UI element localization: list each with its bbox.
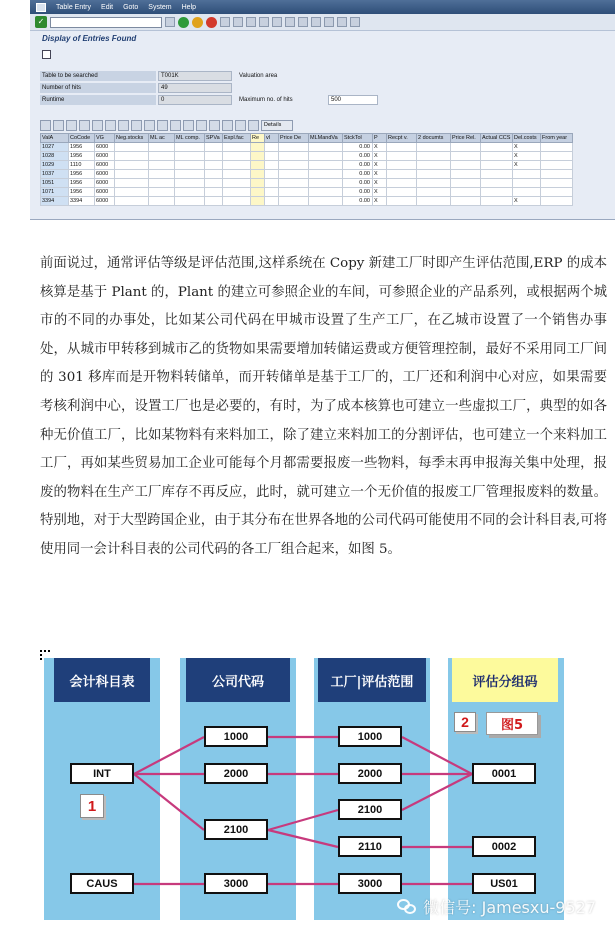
table-cell[interactable] (387, 170, 417, 179)
table-cell[interactable] (115, 170, 149, 179)
company-code-box: 3000 (204, 873, 268, 894)
table-cell[interactable] (149, 161, 175, 170)
table-cell[interactable] (205, 170, 223, 179)
table-cell[interactable] (175, 197, 205, 206)
command-field[interactable] (50, 17, 162, 28)
sort-desc-icon[interactable] (79, 120, 90, 131)
marker-2: 2 (454, 712, 476, 732)
table-cell[interactable] (205, 197, 223, 206)
table-cell[interactable]: 1027 (41, 143, 69, 152)
col-header[interactable]: MLMandVa (309, 134, 343, 143)
detail-icon[interactable] (53, 120, 64, 131)
header-plant-valuation-area: 工厂|评估范围 (318, 658, 426, 702)
table-cell[interactable] (223, 152, 251, 161)
valuation-group-box: 0001 (472, 763, 536, 784)
table-cell[interactable] (265, 179, 279, 188)
back-icon[interactable] (178, 17, 189, 28)
table-cell[interactable] (387, 179, 417, 188)
table-cell[interactable] (265, 152, 279, 161)
table-cell[interactable]: 1028 (41, 152, 69, 161)
table-cell[interactable] (541, 170, 573, 179)
table-cell[interactable]: X (373, 143, 387, 152)
col-header[interactable]: From year (541, 134, 573, 143)
table-cell[interactable] (223, 143, 251, 152)
table-row[interactable] (41, 188, 573, 197)
help-icon[interactable] (337, 17, 347, 27)
table-cell[interactable]: 0.00 (343, 170, 373, 179)
table-cell[interactable] (149, 152, 175, 161)
table-cell[interactable] (115, 188, 149, 197)
table-cell[interactable]: X (373, 152, 387, 161)
table-row[interactable] (41, 161, 573, 170)
table-cell[interactable] (265, 161, 279, 170)
wechat-watermark (397, 895, 596, 918)
table-label: Table to be searched (40, 71, 156, 81)
menu-system[interactable]: System (148, 3, 172, 11)
table-cell[interactable] (279, 197, 309, 206)
table-cell[interactable] (223, 161, 251, 170)
table-cell[interactable] (451, 197, 481, 206)
table-cell[interactable] (175, 179, 205, 188)
sum-icon[interactable] (105, 120, 116, 131)
table-cell[interactable] (481, 152, 513, 161)
param-row-runtime (40, 94, 540, 105)
table-cell[interactable] (513, 188, 541, 197)
col-header[interactable]: Actual CCS (481, 134, 513, 143)
table-cell[interactable] (279, 179, 309, 188)
table-cell[interactable] (387, 152, 417, 161)
hits-label: Number of hits (40, 83, 156, 93)
table-cell[interactable] (265, 188, 279, 197)
table-cell[interactable] (265, 143, 279, 152)
table-cell[interactable] (149, 188, 175, 197)
details-button[interactable]: Details (261, 120, 293, 131)
company-code-box: 2000 (204, 763, 268, 784)
plant-box: 3000 (338, 873, 402, 894)
table-cell[interactable] (175, 152, 205, 161)
table-cell[interactable]: 0.00 (343, 188, 373, 197)
col-header[interactable]: VG (95, 134, 115, 143)
filter-icon[interactable] (92, 120, 103, 131)
find-next-icon[interactable] (246, 17, 256, 27)
table-cell[interactable]: 1051 (41, 179, 69, 188)
last-page-icon[interactable] (298, 17, 308, 27)
table-cell[interactable] (149, 170, 175, 179)
table-cell[interactable]: 6000 (95, 170, 115, 179)
table-cell[interactable] (417, 143, 451, 152)
plant-box: 2110 (338, 836, 402, 857)
col-header[interactable]: Expl.fac (223, 134, 251, 143)
table-cell[interactable] (205, 188, 223, 197)
table-cell[interactable]: X (373, 188, 387, 197)
table-cell[interactable] (417, 170, 451, 179)
table-cell[interactable]: 1071 (41, 188, 69, 197)
save-layout-icon[interactable] (183, 120, 194, 131)
table-cell[interactable] (387, 161, 417, 170)
table-cell[interactable]: 6000 (95, 188, 115, 197)
table-cell[interactable] (175, 143, 205, 152)
runtime-label: Runtime (40, 95, 156, 105)
table-cell[interactable] (309, 161, 343, 170)
menu-goto[interactable]: Goto (123, 3, 139, 11)
max-hits-input[interactable]: 500 (328, 95, 378, 105)
table-cell[interactable] (513, 179, 541, 188)
col-header[interactable]: Re (251, 134, 265, 143)
table-cell[interactable] (279, 161, 309, 170)
header-valuation-grouping-code: 评估分组码 (452, 658, 558, 702)
table-cell[interactable] (279, 170, 309, 179)
table-cell[interactable]: 6000 (95, 152, 115, 161)
plant-box: 2000 (338, 763, 402, 784)
table-cell[interactable] (265, 197, 279, 206)
standard-toolbar (30, 14, 615, 31)
table-row[interactable] (41, 152, 573, 161)
col-header[interactable]: P (373, 134, 387, 143)
table-cell[interactable] (387, 143, 417, 152)
grid-toolbar (40, 120, 293, 132)
table-cell[interactable] (205, 161, 223, 170)
table-cell[interactable]: 1029 (41, 161, 69, 170)
param-row-hits (40, 82, 540, 93)
table-description: Valuation area (239, 72, 278, 79)
col-header[interactable]: StckTol (343, 134, 373, 143)
table-cell[interactable] (309, 188, 343, 197)
table-cell[interactable]: X (373, 170, 387, 179)
spreadsheet-icon[interactable] (235, 120, 246, 131)
subtotal-icon[interactable] (118, 120, 129, 131)
table-cell[interactable] (205, 143, 223, 152)
change-layout-icon[interactable] (170, 120, 181, 131)
header-company-code: 公司代码 (186, 658, 290, 702)
new-session-icon[interactable] (311, 17, 321, 27)
table-cell[interactable] (149, 179, 175, 188)
menu-help[interactable]: Help (181, 3, 197, 11)
table-cell[interactable]: X (373, 197, 387, 206)
table-cell[interactable]: 1956 (69, 179, 95, 188)
wechat-icon (397, 899, 417, 915)
table-cell[interactable] (223, 197, 251, 206)
table-cell[interactable] (279, 188, 309, 197)
table-cell[interactable]: 1110 (69, 161, 95, 170)
table-cell[interactable] (417, 197, 451, 206)
refresh-icon[interactable] (40, 120, 51, 131)
table-cell[interactable]: 6000 (95, 161, 115, 170)
col-header[interactable]: vl (265, 134, 279, 143)
table-cell[interactable]: 6000 (95, 197, 115, 206)
valuation-group-box: 0002 (472, 836, 536, 857)
article-paragraph: 前面说过，通常评估等级是评估范围,这样系统在 Copy 新建工厂时即产生评估范围,ERP 的成本核算是基于 Plant 的，Plant 的建立可参照企业的车间，可参照企业的产品系列，或根据两个城市的不同的办事处，比如某公司代码在甲城市设置了生产工厂，在乙城市设置了一个销售办事处，从城市甲转移到城市乙的货物如果需要增加转储运费或方便管理控制，最好不采用同工厂间的 301 移库而是开物料转储单，而开转储单是基于工厂的，工厂还和利润中心对应，如果需要考核利润中心，设置工厂也是必要的，有时，为了成本核算也可建立一些虚拟工厂，典型的如各种无价值工厂，比如某物料有来料加工，除了建立来料加工的分割评估，也可建立一个来料加工工厂，再如某些贸易加工企业可能每个月都需要报废一些物料，每季末再申报海关集中处理，报废的物料在生产工厂库存不再反应，此时，就可建立一个无价值的报废工厂管理报废料的数量。特别地，对于大型跨国企业，由于其分布在世界各地的公司代码可能使用不同的会计科目表,可将使用同一会计科目表的公司代码的各工厂组合起来，如图 5。 (40, 256, 607, 557)
table-cell[interactable] (251, 188, 265, 197)
table-row[interactable] (41, 179, 573, 188)
table-cell[interactable] (223, 170, 251, 179)
table-cell[interactable] (223, 188, 251, 197)
prev-page-icon[interactable] (272, 17, 282, 27)
param-row-table (40, 70, 540, 81)
figure-5-label: 图5 (486, 712, 538, 735)
menu-edit[interactable]: Edit (101, 3, 114, 11)
table-cell[interactable] (279, 152, 309, 161)
find-icon[interactable] (233, 17, 243, 27)
table-value: T001K (158, 71, 232, 81)
table-cell[interactable]: 0.00 (343, 143, 373, 152)
table-cell[interactable] (451, 161, 481, 170)
table-cell[interactable] (115, 197, 149, 206)
table-cell[interactable] (451, 152, 481, 161)
table-cell[interactable] (251, 197, 265, 206)
table-cell[interactable]: 6000 (95, 179, 115, 188)
table-row[interactable] (41, 170, 573, 179)
table-cell[interactable] (541, 152, 573, 161)
col-header[interactable]: ML comp. (175, 134, 205, 143)
table-cell[interactable] (481, 179, 513, 188)
table-cell[interactable] (223, 179, 251, 188)
application-toolbar (30, 47, 615, 61)
table-cell[interactable] (115, 179, 149, 188)
table-cell[interactable]: 1037 (41, 170, 69, 179)
plant-box: 1000 (338, 726, 402, 747)
menu-table-entry[interactable]: Table Entry (56, 3, 92, 11)
table-cell[interactable] (541, 143, 573, 152)
table-cell[interactable] (265, 170, 279, 179)
table-cell[interactable] (481, 170, 513, 179)
table-cell[interactable]: X (513, 197, 541, 206)
table-cell[interactable] (541, 179, 573, 188)
table-cell[interactable] (279, 143, 309, 152)
coa-box-int: INT (70, 763, 134, 784)
figure-5-diagram (40, 650, 600, 922)
table-cell[interactable] (417, 188, 451, 197)
table-cell[interactable] (309, 170, 343, 179)
header-chart-of-accounts: 会计科目表 (54, 658, 150, 702)
table-cell[interactable] (541, 188, 573, 197)
sort-asc-icon[interactable] (66, 120, 77, 131)
print-preview-icon[interactable] (131, 120, 142, 131)
table-cell[interactable]: 1956 (69, 188, 95, 197)
table-cell[interactable] (251, 152, 265, 161)
next-page-icon[interactable] (285, 17, 295, 27)
display-icon[interactable] (42, 50, 51, 59)
table-cell[interactable] (309, 179, 343, 188)
col-header[interactable]: ML ac (149, 134, 175, 143)
table-cell[interactable] (481, 197, 513, 206)
export-icon[interactable] (144, 120, 155, 131)
col-header[interactable]: CoCode (69, 134, 95, 143)
layout-icon[interactable] (350, 17, 360, 27)
table-cell[interactable]: X (513, 143, 541, 152)
graphic-icon[interactable] (196, 120, 207, 131)
table-cell[interactable] (451, 188, 481, 197)
table-cell[interactable] (251, 161, 265, 170)
col-header[interactable]: 2 documts (417, 134, 451, 143)
sap-window-icon (36, 3, 46, 12)
table-cell[interactable] (175, 170, 205, 179)
col-header[interactable]: ValA (41, 134, 69, 143)
table-cell[interactable] (541, 197, 573, 206)
table-cell[interactable] (541, 161, 573, 170)
word-icon[interactable] (222, 120, 233, 131)
table-cell[interactable] (481, 161, 513, 170)
first-page-icon[interactable] (259, 17, 269, 27)
screen-title: Display of Entries Found (42, 34, 137, 43)
shortcut-icon[interactable] (324, 17, 334, 27)
table-cell[interactable]: X (513, 152, 541, 161)
coa-box-caus: CAUS (70, 873, 134, 894)
table-cell[interactable] (451, 143, 481, 152)
table-cell[interactable]: 3394 (41, 197, 69, 206)
table-cell[interactable]: 1956 (69, 152, 95, 161)
hits-value: 49 (158, 83, 232, 93)
table-cell[interactable] (417, 161, 451, 170)
abc-analysis-icon[interactable] (209, 120, 220, 131)
table-cell[interactable] (115, 143, 149, 152)
table-cell[interactable] (149, 197, 175, 206)
col-header[interactable]: Neg.stocks (115, 134, 149, 143)
table-cell[interactable]: 0.00 (343, 152, 373, 161)
table-cell[interactable]: X (373, 179, 387, 188)
print-icon[interactable] (220, 17, 230, 27)
col-header[interactable]: SPVa (205, 134, 223, 143)
col-header[interactable]: Price Rel. (451, 134, 481, 143)
table-cell[interactable] (175, 161, 205, 170)
table-cell[interactable]: X (513, 161, 541, 170)
table-cell[interactable] (175, 188, 205, 197)
table-cell[interactable]: 3394 (69, 197, 95, 206)
table-row[interactable] (41, 197, 573, 206)
max-hits-label: Maximum no. of hits (239, 96, 293, 103)
selection-parameters (40, 70, 540, 106)
enter-check-icon[interactable]: ✓ (35, 16, 47, 28)
table-cell[interactable]: 0.00 (343, 161, 373, 170)
table-cell[interactable] (417, 152, 451, 161)
table-cell[interactable] (205, 179, 223, 188)
plant-box: 2100 (338, 799, 402, 820)
table-cell[interactable]: 1956 (69, 170, 95, 179)
save-icon[interactable] (165, 17, 175, 27)
info-icon[interactable] (248, 120, 259, 131)
watermark-text: 微信号: Jamesxu-9527 (423, 898, 596, 917)
table-cell[interactable] (451, 179, 481, 188)
sap-screenshot (30, 0, 615, 220)
company-code-box: 2100 (204, 819, 268, 840)
table-cell[interactable]: 6000 (95, 143, 115, 152)
table-cell[interactable]: 0.00 (343, 197, 373, 206)
runtime-value: 0 (158, 95, 232, 105)
table-cell[interactable] (387, 197, 417, 206)
valuation-group-box: US01 (472, 873, 536, 894)
company-code-box: 1000 (204, 726, 268, 747)
exit-icon[interactable] (192, 17, 203, 28)
table-cell[interactable] (481, 143, 513, 152)
table-cell[interactable]: 1956 (69, 143, 95, 152)
table-cell[interactable] (115, 161, 149, 170)
table-cell[interactable]: 0.00 (343, 179, 373, 188)
table-cell[interactable] (451, 170, 481, 179)
table-cell[interactable] (387, 188, 417, 197)
menu-bar (30, 0, 615, 14)
table-cell[interactable] (309, 152, 343, 161)
col-header[interactable]: Price De (279, 134, 309, 143)
table-cell[interactable] (251, 179, 265, 188)
table-cell[interactable] (115, 152, 149, 161)
table-row[interactable] (41, 143, 573, 152)
table-cell[interactable] (481, 188, 513, 197)
cancel-icon[interactable] (206, 17, 217, 28)
table-cell[interactable] (205, 152, 223, 161)
marker-1: 1 (80, 794, 104, 818)
col-header[interactable]: Del.costs (513, 134, 541, 143)
table-cell[interactable] (513, 170, 541, 179)
table-cell[interactable] (309, 143, 343, 152)
table-body (41, 143, 573, 206)
table-cell[interactable]: X (373, 161, 387, 170)
table-cell[interactable] (309, 197, 343, 206)
table-cell[interactable] (251, 143, 265, 152)
table-cell[interactable] (417, 179, 451, 188)
table-cell[interactable] (149, 143, 175, 152)
layout-select-icon[interactable] (157, 120, 168, 131)
entries-table (40, 133, 573, 206)
col-header[interactable]: Recpt v. (387, 134, 417, 143)
table-header-row (41, 134, 573, 143)
table-cell[interactable] (251, 170, 265, 179)
